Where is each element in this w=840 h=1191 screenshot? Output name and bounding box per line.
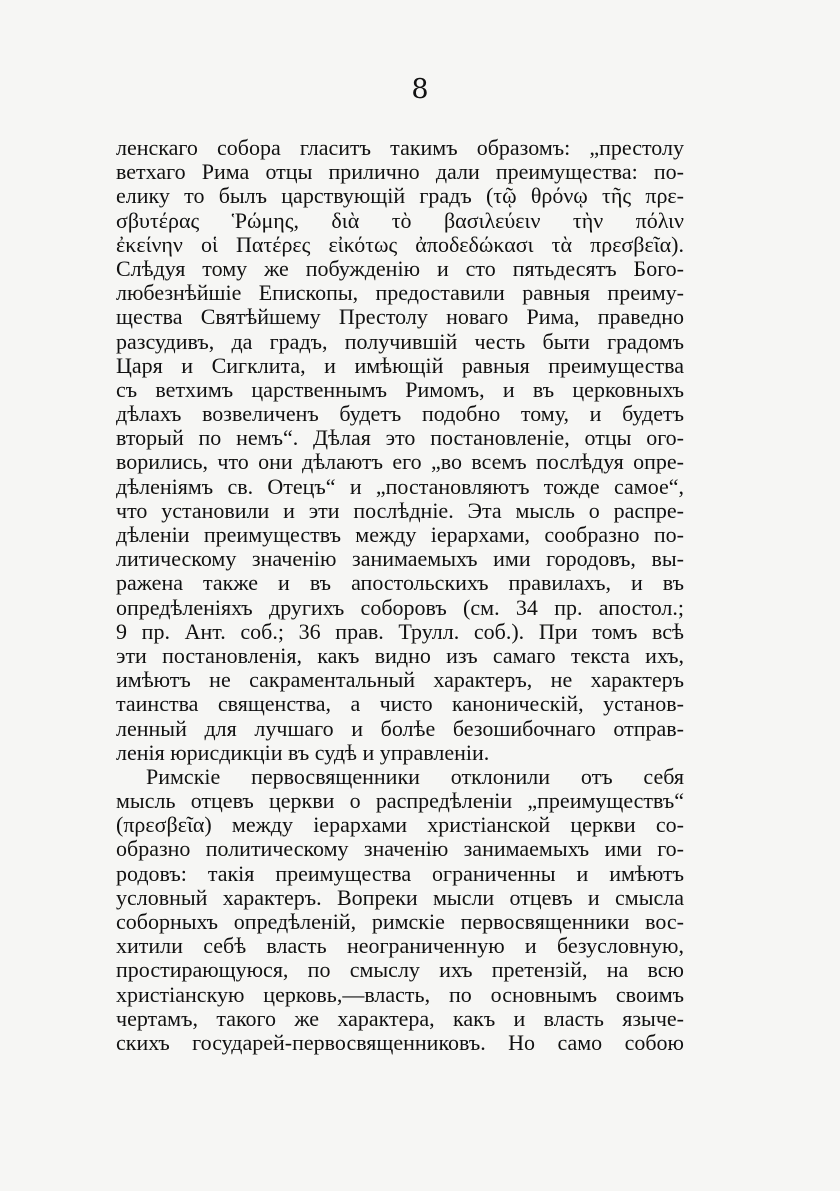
paragraph-1 bbox=[116, 136, 684, 765]
page-number: 8 bbox=[411, 74, 429, 105]
text-line: 9 пр. Ант. соб.; 36 прав. Трулл. соб.). При томъ всѣ bbox=[116, 619, 684, 644]
text-line: Царя и Сигклита, и имѣющій равныя преимущества bbox=[116, 353, 684, 378]
text-line: мысль отцевъ церкви о распредѣленіи „преимуществъ“ bbox=[116, 789, 684, 814]
text-line: щества Святѣйшему Престолу новаго Рима, праведно bbox=[116, 305, 684, 330]
text-line: скихъ государей-первосвященниковъ. Но само собою bbox=[116, 1030, 684, 1055]
text-line: дѣленіямъ св. Отецъ“ и „постановляютъ тожде самое“, bbox=[116, 474, 684, 499]
text-line: родовъ: такія преимущества ограниченны и имѣютъ bbox=[116, 861, 684, 886]
text-line: христіанскую церковь,—власть, по основнымъ своимъ bbox=[116, 982, 684, 1007]
text-line: чертамъ, такого же характера, какъ и власть языче- bbox=[116, 1006, 684, 1031]
text-line: ленный для лучшаго и болѣе безошибочнаго отправ- bbox=[116, 716, 684, 741]
text-line: таинства священства, а чисто каноническій, установ- bbox=[116, 692, 684, 717]
text-line: ленія юрисдикціи въ судѣ и управленіи. bbox=[116, 740, 490, 765]
text-line: Римскіе первосвященники отклонили отъ себя bbox=[146, 764, 684, 789]
text-line: любезнѣйшіе Епископы, предоставили равныя преиму- bbox=[116, 281, 684, 306]
text-line: елику то былъ царствующій градъ (τῷ θρόνῳ τῆς πρε- bbox=[116, 184, 684, 209]
text-line: ворились, что они дѣлаютъ его „во всемъ послѣдуя опре- bbox=[116, 450, 684, 475]
text-line: соборныхъ опредѣленій, римскіе первосвященники вос- bbox=[116, 910, 684, 934]
text-line: дѣленіи преимуществъ между іерархами, сообразно по- bbox=[116, 523, 684, 547]
text-line: Слѣдуя тому же побужденію и сто пятьдесятъ Бого- bbox=[116, 256, 684, 281]
text-line: ленскаго собора гласитъ такимъ образомъ: „престолу bbox=[116, 136, 684, 160]
text-line: условный характеръ. Вопреки мысли отцевъ и смысла bbox=[116, 885, 684, 910]
text-line: ветхаго Рима отцы прилично дали преимущества: по- bbox=[116, 160, 684, 185]
text-line: σβυτέρας Ῥώμης, διὰ τὸ βασιλεύειν τὴν πόλιν bbox=[116, 208, 684, 233]
paragraph-2 bbox=[116, 765, 684, 1055]
text-line: (πρεσβεῖα) между іерархами христіанской церкви со- bbox=[116, 813, 684, 838]
text-line: что установили и эти послѣдніе. Эта мысль о распре- bbox=[116, 498, 684, 523]
text-line: опредѣленіяхъ другихъ соборовъ (см. 34 пр. апостол.; bbox=[116, 595, 684, 620]
text-line: литическому значенію занимаемыхъ ими городовъ, вы- bbox=[116, 547, 684, 572]
text-line: хитили себѣ власть неограниченную и безусловную, bbox=[116, 934, 684, 959]
text-line: съ ветхимъ царственнымъ Римомъ, и въ церковныхъ bbox=[116, 377, 684, 402]
page-text bbox=[116, 136, 684, 1055]
text-line: ражена также и въ апостольскихъ правилахъ, и въ bbox=[116, 571, 684, 596]
text-line: простирающуюся, по смыслу ихъ претензій, на всю bbox=[116, 958, 684, 983]
text-line: эти постановленія, какъ видно изъ самаго текста ихъ, bbox=[116, 643, 684, 668]
text-line: вторый по немъ“. Дѣлая это постановленіе, отцы ого- bbox=[116, 426, 684, 451]
text-line: имѣютъ не сакраментальный характеръ, не характеръ bbox=[116, 668, 684, 693]
text-line: дѣлахъ возвеличенъ будетъ подобно тому, и будетъ bbox=[116, 402, 684, 427]
text-line: ἐκείνην οἱ Πατέρες εἰκότως ἀποδεδώκασι τὰ πρεσβεῖα). bbox=[116, 232, 684, 257]
text-line: разсудивъ, да градъ, получившій честь быти градомъ bbox=[116, 329, 684, 354]
text-line: образно политическому значенію занимаемыхъ ими го- bbox=[116, 837, 684, 862]
